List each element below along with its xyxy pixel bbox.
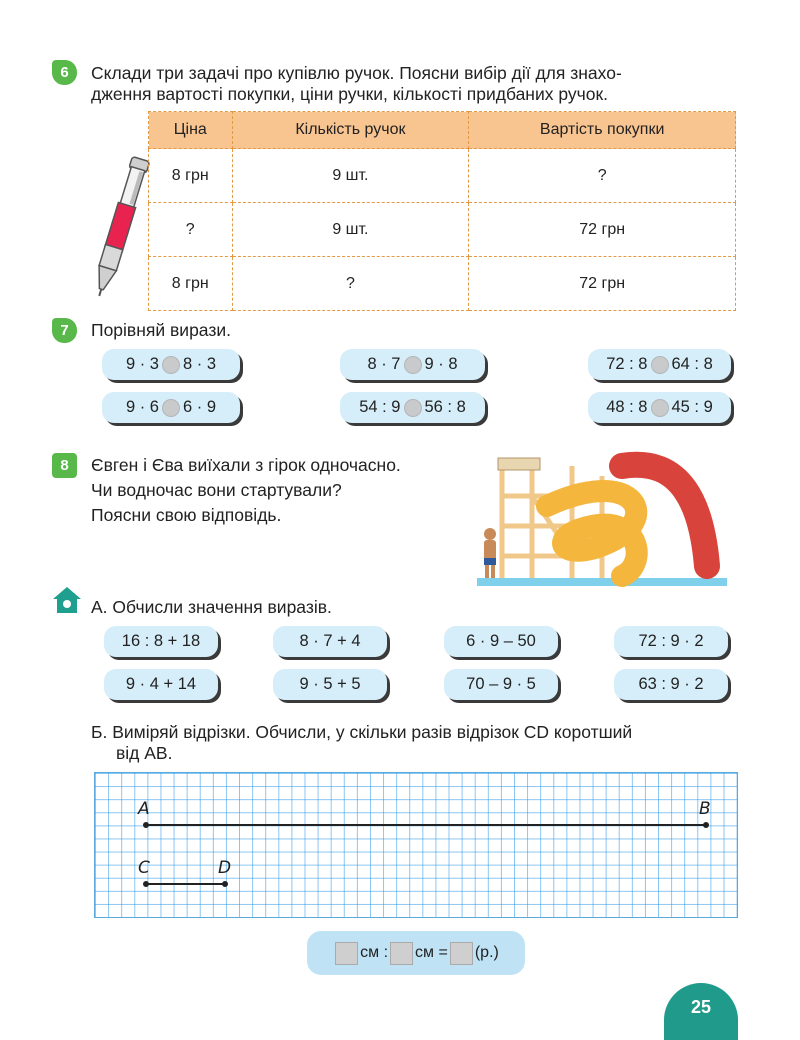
answer-blank-2[interactable]	[390, 942, 413, 965]
expr-right: 8 · 3	[183, 355, 217, 373]
table-row	[149, 149, 736, 203]
compare-pill	[340, 392, 485, 423]
expression-pill: 72 : 9 · 2	[614, 626, 728, 657]
compare-circle[interactable]	[162, 399, 180, 417]
table-row	[149, 257, 736, 311]
expression-pill: 6 · 9 – 50	[444, 626, 558, 657]
homework-a-title: А. Обчисли значення виразів.	[91, 597, 332, 617]
expression-pill: 16 : 8 + 18	[104, 626, 218, 657]
task-6-text-line2: дження вартості покупки, ціни ручки, кількості придбаних ручок.	[91, 84, 609, 104]
compare-circle[interactable]	[651, 356, 669, 374]
task-6-badge: 6	[52, 60, 77, 85]
task-8-badge: 8	[52, 453, 77, 478]
compare-circle[interactable]	[651, 399, 669, 417]
expr-right: 9 · 8	[424, 355, 458, 373]
table-cell: 72 грн	[469, 203, 736, 257]
label-d: D	[218, 858, 232, 878]
point-c	[143, 881, 149, 887]
expr-left: 48 : 8	[606, 398, 648, 416]
segment-cd	[146, 883, 225, 885]
table-cell: 8 грн	[149, 257, 233, 311]
answer-unit-1: см :	[360, 944, 389, 961]
table-cell: 9 шт.	[232, 203, 469, 257]
compare-circle[interactable]	[404, 356, 422, 374]
point-a	[143, 822, 149, 828]
answer-unit-2: см =	[415, 944, 448, 961]
home-icon	[52, 586, 82, 614]
task-6-text-line1: Склади три задачі про купівлю ручок. Поясни вибір дії для знахо-	[91, 63, 622, 83]
expr-right: 56 : 8	[424, 398, 466, 416]
header-quantity: Кількість ручок	[232, 112, 469, 149]
answer-unit-3: (р.)	[474, 944, 499, 961]
expr-left: 72 : 8	[606, 355, 648, 373]
measure-grid	[94, 772, 738, 918]
header-cost: Вартість покупки	[469, 112, 736, 149]
point-d	[222, 881, 228, 887]
table-cell: ?	[149, 203, 233, 257]
table-header-row	[149, 112, 736, 149]
table-cell: ?	[469, 149, 736, 203]
table-cell: 8 грн	[149, 149, 233, 203]
table-cell: 9 шт.	[232, 149, 469, 203]
homework-b-line2: від AB.	[116, 743, 173, 763]
compare-pill	[588, 349, 731, 380]
task-8-line2: Чи водночас вони стартували?	[91, 480, 342, 500]
expression-pill: 8 · 7 + 4	[273, 626, 387, 657]
table-row	[149, 203, 736, 257]
segment-ab	[146, 824, 706, 826]
compare-pill	[102, 349, 240, 380]
answer-blank-3[interactable]	[450, 942, 473, 965]
label-b: B	[699, 799, 711, 819]
task-8-line1: Євген і Єва виїхали з гірок одночасно.	[91, 455, 401, 475]
label-c: C	[138, 858, 150, 878]
homework-b-line1: Б. Виміряй відрізки. Обчисли, у скільки разів відрізок CD коротший	[91, 722, 633, 742]
task-7-title: Порівняй вирази.	[91, 320, 232, 340]
expression-pill: 70 – 9 · 5	[444, 669, 558, 700]
expression-pill: 63 : 9 · 2	[614, 669, 728, 700]
table-cell: ?	[232, 257, 469, 311]
price-table	[148, 111, 736, 311]
label-a: A	[138, 799, 150, 819]
compare-circle[interactable]	[162, 356, 180, 374]
expr-left: 8 · 7	[367, 355, 401, 373]
table-cell: 72 грн	[469, 257, 736, 311]
expression-pill: 9 · 5 + 5	[273, 669, 387, 700]
water-slide-illustration	[472, 446, 732, 591]
pen-illustration	[90, 152, 150, 304]
expression-pill: 9 · 4 + 14	[104, 669, 218, 700]
expr-left: 54 : 9	[359, 398, 401, 416]
answer-blank-1[interactable]	[335, 942, 358, 965]
expr-left: 9 · 3	[125, 355, 159, 373]
compare-pill	[340, 349, 485, 380]
task-7-badge: 7	[52, 318, 77, 343]
point-b	[703, 822, 709, 828]
compare-circle[interactable]	[404, 399, 422, 417]
compare-pill	[102, 392, 240, 423]
answer-box	[307, 931, 525, 975]
expr-right: 45 : 9	[671, 398, 713, 416]
expr-right: 64 : 8	[671, 355, 713, 373]
task-8-line3: Поясни свою відповідь.	[91, 505, 282, 525]
expr-right: 6 · 9	[183, 398, 217, 416]
header-price: Ціна	[149, 112, 233, 149]
page-number: 25	[664, 983, 738, 1040]
expr-left: 9 · 6	[125, 398, 159, 416]
compare-pill	[588, 392, 731, 423]
